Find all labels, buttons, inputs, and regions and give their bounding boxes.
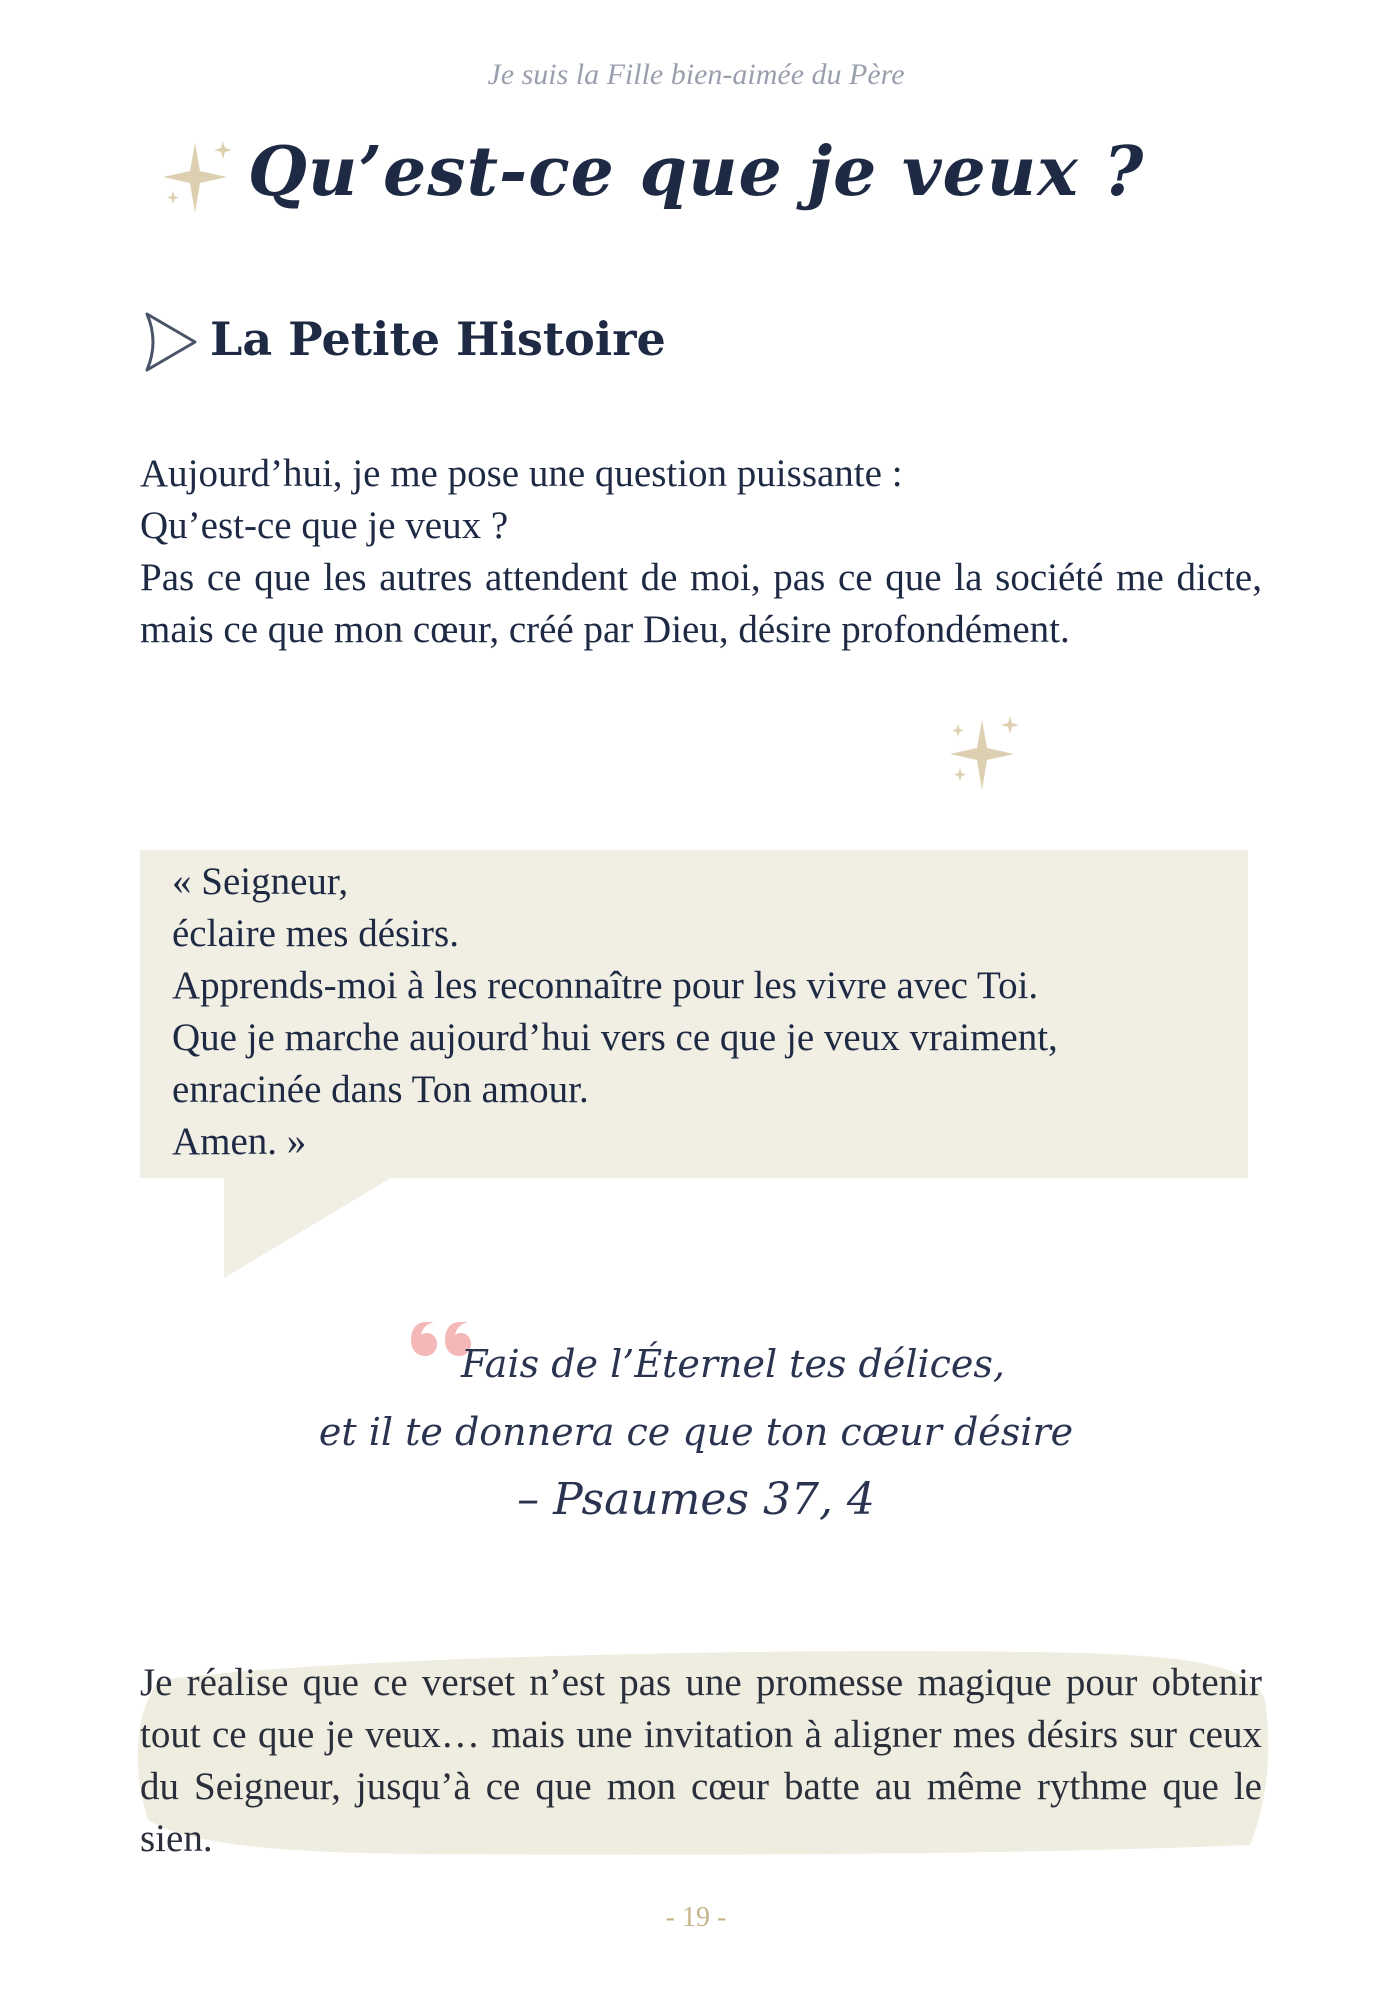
story-line: Aujourd’hui, je me pose une question puissante : xyxy=(140,452,903,495)
prayer-line: éclaire mes désirs. xyxy=(172,912,459,955)
story-text xyxy=(140,448,1262,656)
verse-line: Fais de l’Éternel tes délices, xyxy=(461,1342,1005,1386)
story-line: Qu’est-ce que je veux ? xyxy=(140,504,509,547)
page-title: Qu’est-ce que je veux ? xyxy=(247,132,1145,212)
verse-reference: – Psaumes 37, 4 xyxy=(517,1474,875,1525)
prayer-line: Amen. » xyxy=(172,1120,307,1163)
prayer-line: Que je marche aujourd’hui vers ce que je veux vraiment, xyxy=(172,1016,1058,1059)
prayer-line: « Seigneur, xyxy=(172,860,349,903)
bible-verse xyxy=(0,1330,1392,1534)
sparkle-icon xyxy=(940,710,1030,795)
story-paragraph: Pas ce que les autres attendent de moi, pas ce que la société me dicte, mais ce que mon cœur, créé par Dieu, désire profondément. xyxy=(140,556,1262,651)
page-number: - 19 - xyxy=(665,1902,727,1933)
prayer-line: enracinée dans Ton amour. xyxy=(172,1068,589,1111)
prayer-line: Apprends-moi à les reconnaître pour les vivre avec Toi. xyxy=(172,964,1039,1007)
triangle-arrow-icon xyxy=(143,310,201,374)
speech-bubble-tail xyxy=(224,1176,394,1280)
running-header: Je suis la Fille bien-aimée du Père xyxy=(487,58,905,91)
prayer-text xyxy=(172,856,1058,1168)
verse-line: et il te donnera ce que ton cœur désire xyxy=(318,1410,1074,1454)
reflection-paragraph: Je réalise que ce verset n’est pas une promesse magique pour obtenir tout ce que je veux… mais une invitation à aligner mes désirs sur ceux du Seigneur, jusqu’à ce que mon cœur batte au même rythme que le sien. xyxy=(140,1661,1262,1860)
section-heading: La Petite Histoire xyxy=(210,312,666,366)
